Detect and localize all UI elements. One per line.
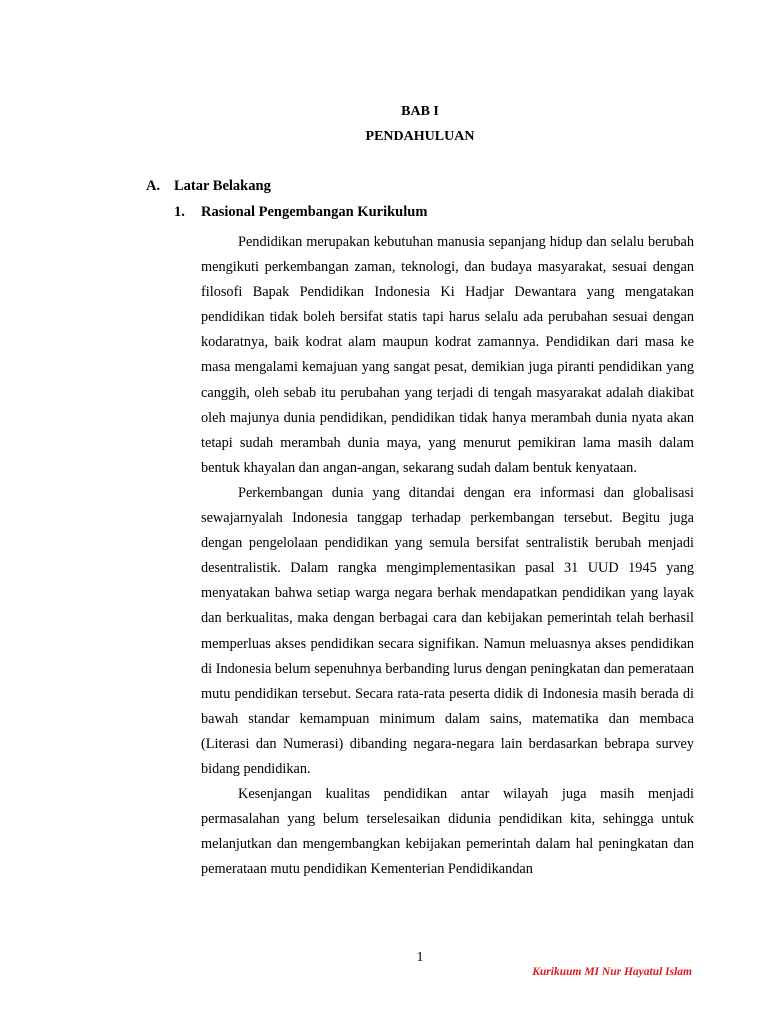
chapter-number: BAB I xyxy=(401,104,439,119)
footer-note: Kurikuum MI Nur Hayatul Islam xyxy=(532,966,692,978)
chapter-title: PENDAHULUAN xyxy=(365,129,475,144)
body-text xyxy=(201,230,694,882)
subsection-marker: 1. xyxy=(174,204,185,220)
section-title: Latar Belakang xyxy=(174,178,271,194)
subsection-title: Rasional Pengembangan Kurikulum xyxy=(201,204,428,220)
paragraph: Kesenjangan kualitas pendidikan antar wilayah juga masih menjadi permasalahan yang belum terselesaikan didunia pendidikan kita, sehingga untuk melanjutkan dan mengembangkan kebijakan pemerintah dalam hal peningkatan dan pemerataan mutu pendidikan Kementerian Pendidikandan xyxy=(201,786,694,878)
paragraph: Pendidikan merupakan kebutuhan manusia sepanjang hidup dan selalu berubah mengikuti perkembangan zaman, teknologi, dan budaya masyarakat, sesuai dengan filosofi Bapak Pendidikan Indonesia Ki Hadjar Dewantara yang mengatakan pendidikan tidak boleh bersifat statis tapi harus selalu ada perubahan sesuai dengan kodaratnya, baik kodrat alam maupun kodrat zamannya. Pendidikan dari masa ke masa mengalami kemajuan yang sangat pesat, demikian juga piranti pendidikan yang canggih, oleh sebab itu perubahan yang terjadi di tengah masyarakat adalah diakibat oleh majunya dunia pendidikan, pendidikan tidak hanya merambah dunia nyata akan tetapi sudah merambah dunia maya, yang menurut pemikiran lama masih dalam bentuk khayalan dan angan-angan, sekarang sudah dalam bentuk kenyataan. xyxy=(201,234,694,476)
section-heading xyxy=(146,178,271,195)
paragraph: Perkembangan dunia yang ditandai dengan era informasi dan globalisasi sewajarnyalah Indonesia tanggap terhadap perkembangan tersebut. Begitu juga dengan pengelolaan pendidikan yang semula bersifat sentralistik berubah menjadi desentralistik. Dalam rangka mengimplementasikan pasal 31 UUD 1945 yang menyatakan bahwa setiap warga negara berhak mendapatkan pendidikan yang layak dan berkualitas, maka dengan berbagai cara dan kebijakan pemerintah telah berhasil memperluas akses pendidikan secara signifikan. Namun meluasnya akses pendidikan di Indonesia belum sepenuhnya berbanding lurus dengan peningkatan dan pemerataan mutu pendidikan tersebut. Secara rata-rata peserta didik di Indonesia masih berada di bawah standar kemampuan minimum dalam sains, matematika dan membaca (Literasi dan Numerasi) dibanding negara-negara lain berdasarkan bebrapa survey bidang pendidikan. xyxy=(201,484,694,777)
section-marker: A. xyxy=(146,178,161,194)
subsection-heading xyxy=(174,204,428,221)
page-number: 1 xyxy=(416,950,424,965)
